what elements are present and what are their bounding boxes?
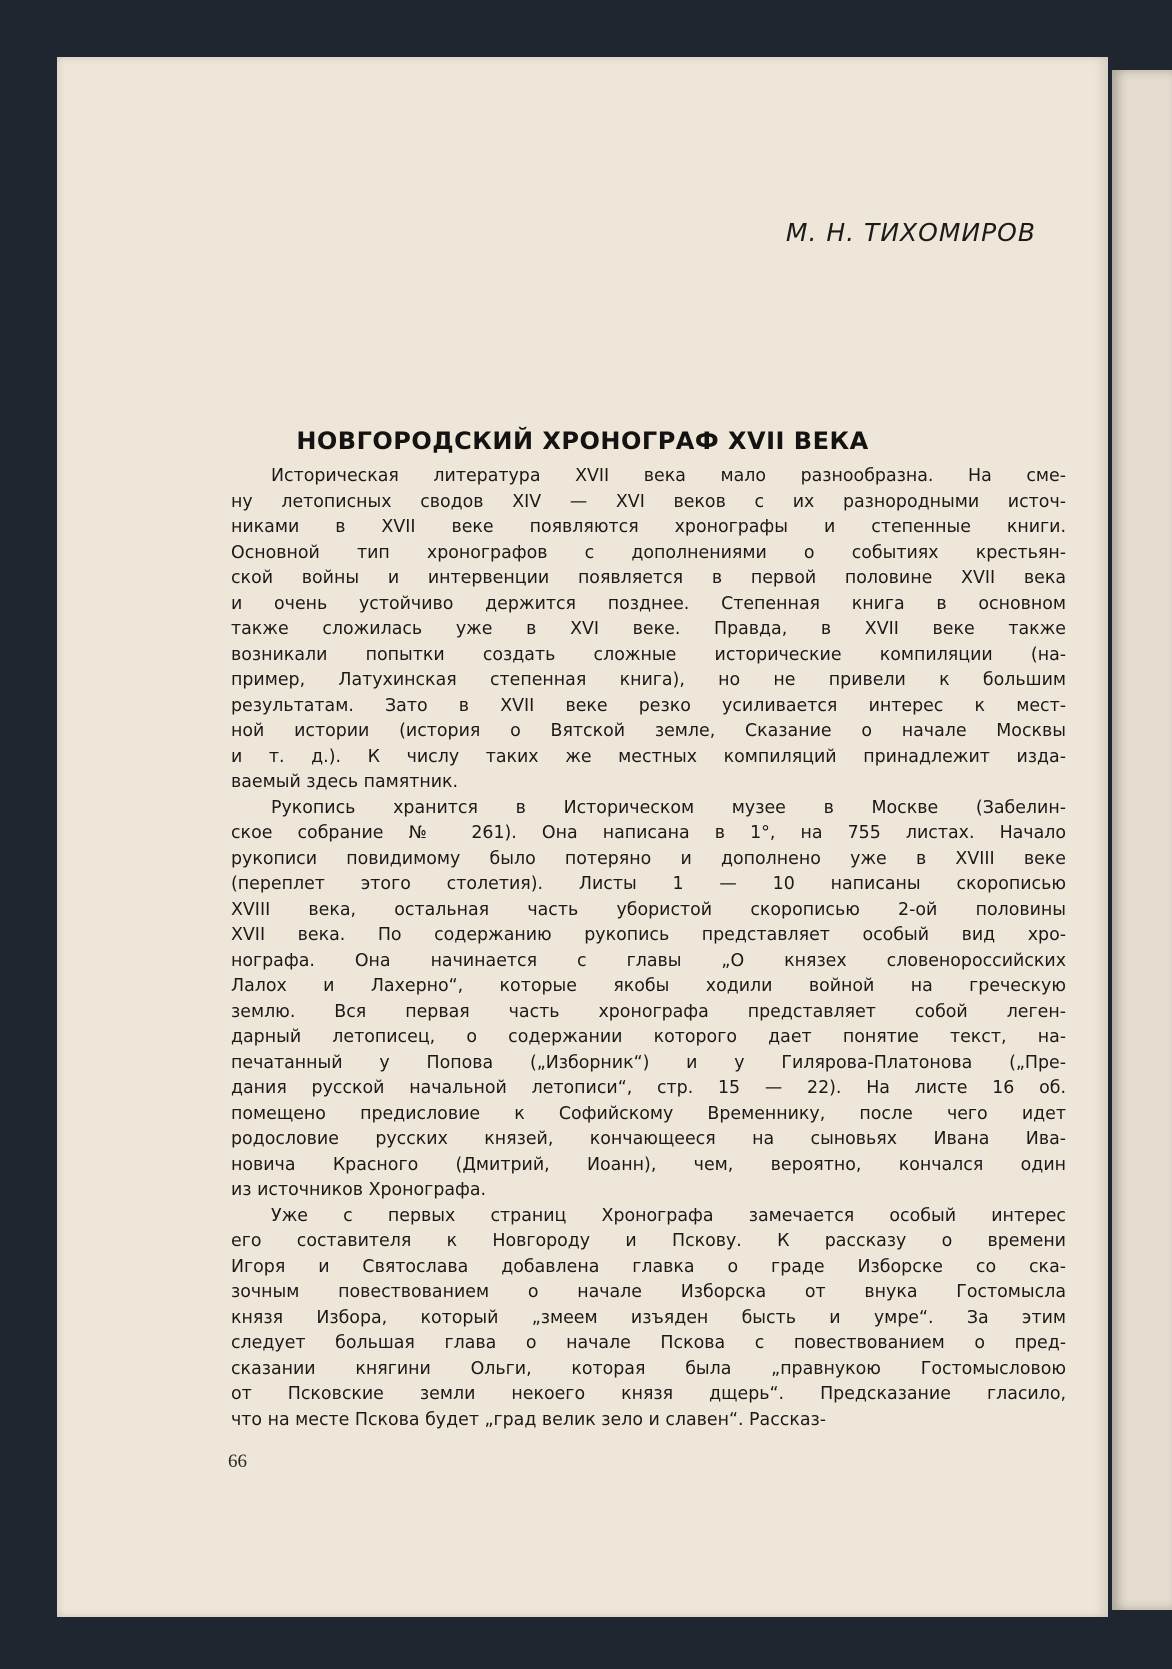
text-line: Историческая литература XVII века мало разнообразна. На сме- bbox=[271, 466, 1066, 486]
text-line: землю. Вся первая часть хронографа представляет собой леген- bbox=[231, 1001, 1066, 1022]
text-line: князя Избора, который „змеем изъяден бысть и умре“. За этим bbox=[231, 1307, 1066, 1328]
text-line: ну летописных сводов XIV — XVI веков с их разнородными источ- bbox=[231, 491, 1066, 512]
text-line: ской войны и интервенции появляется в первой половине XVII века bbox=[231, 568, 1066, 588]
text-line: Уже с первых страниц Хронографа замечается особый интерес bbox=[271, 1205, 1066, 1226]
text-line: возникали попытки создать сложные исторические компиляции (на- bbox=[231, 644, 1066, 665]
author-name: М. Н. ТИХОМИРОВ bbox=[785, 218, 1036, 247]
book-page bbox=[57, 57, 1108, 1617]
article-body bbox=[231, 464, 1066, 1433]
text-line: нографа. Она начинается с главы „О князех словенороссийских bbox=[231, 950, 1066, 971]
text-line: дарный летописец, о содержании которого дает понятие текст, на- bbox=[231, 1027, 1066, 1047]
text-line: XVIII века, остальная часть убористой скорописью 2-ой половины bbox=[231, 899, 1066, 920]
text-line: Рукопись хранится в Историческом музее в Москве (Забелин- bbox=[271, 797, 1066, 818]
text-line: (переплет этого столетия). Листы 1 — 10 написаны скорописью bbox=[231, 874, 1066, 894]
text-line: ское собрание № 261). Она написана в 1°, на 755 листах. Начало bbox=[231, 823, 1066, 843]
paragraph bbox=[231, 1204, 1066, 1434]
text-line: из источников Хронографа. bbox=[231, 1180, 487, 1200]
text-line: его составителя к Новгороду и Пскову. К рассказу о времени bbox=[231, 1231, 1066, 1251]
text-line: печатанный у Попова („Изборник“) и у Гилярова-Платонова („Пре- bbox=[231, 1052, 1066, 1073]
text-line: пример, Латухинская степенная книга), но не привели к большим bbox=[231, 670, 1066, 690]
text-line: никами в XVII веке появляются хронографы и степенные книги. bbox=[231, 517, 1066, 537]
text-line: помещено предисловие к Софийскому Временнику, после чего идет bbox=[231, 1103, 1066, 1124]
text-line: ваемый здесь памятник. bbox=[231, 772, 459, 792]
text-line: результатам. Зато в XVII веке резко усиливается интерес к мест- bbox=[231, 695, 1066, 716]
text-line: дания русской начальной летописи“, стр. 15 — 22). На листе 16 об. bbox=[231, 1078, 1066, 1098]
text-line: рукописи повидимому было потеряно и дополнено уже в XVIII веке bbox=[231, 848, 1066, 869]
text-line: XVII века. По содержанию рукопись представляет особый вид хро- bbox=[231, 925, 1066, 945]
text-line: также сложилась уже в XVI веке. Правда, в XVII веке также bbox=[231, 619, 1066, 639]
text-line: новича Красного (Дмитрий, Иоанн), чем, вероятно, кончался один bbox=[231, 1154, 1066, 1175]
text-line: Основной тип хронографов с дополнениями о событиях крестьян- bbox=[231, 542, 1066, 563]
adjacent-page-edge bbox=[1112, 70, 1172, 1610]
text-line: Лалох и Лахерно“, которые якобы ходили войной на греческую bbox=[231, 976, 1066, 996]
text-line: от Псковские земли некоего князя дщерь“. Предсказание гласило, bbox=[231, 1384, 1066, 1404]
text-line: родословие русских князей, кончающееся на сыновьях Ивана Ива- bbox=[231, 1129, 1066, 1149]
paragraph bbox=[231, 796, 1066, 1204]
text-line: зочным повествованием о начале Изборска от внука Гостомысла bbox=[231, 1282, 1066, 1302]
article-title: НОВГОРОДСКИЙ ХРОНОГРАФ XVII ВЕКА bbox=[296, 427, 869, 455]
text-line: и очень устойчиво держится позднее. Степенная книга в основном bbox=[231, 593, 1066, 614]
text-line: и т. д.). К числу таких же местных компиляций принадлежит изда- bbox=[231, 746, 1066, 767]
page-number: 66 bbox=[228, 1451, 247, 1472]
text-line: сказании княгини Ольги, которая была „правнукою Гостомысловою bbox=[231, 1358, 1066, 1379]
text-line: ной истории (история о Вятской земле, Сказание о начале Москвы bbox=[231, 721, 1066, 741]
text-line: Игоря и Святослава добавлена главка о граде Изборске со ска- bbox=[231, 1256, 1066, 1277]
paragraph bbox=[231, 464, 1066, 796]
text-line: что на месте Пскова будет „град велик зело и славен“. Рассказ- bbox=[231, 1409, 827, 1430]
text-line: следует большая глава о начале Пскова с повествованием о пред- bbox=[231, 1333, 1066, 1353]
